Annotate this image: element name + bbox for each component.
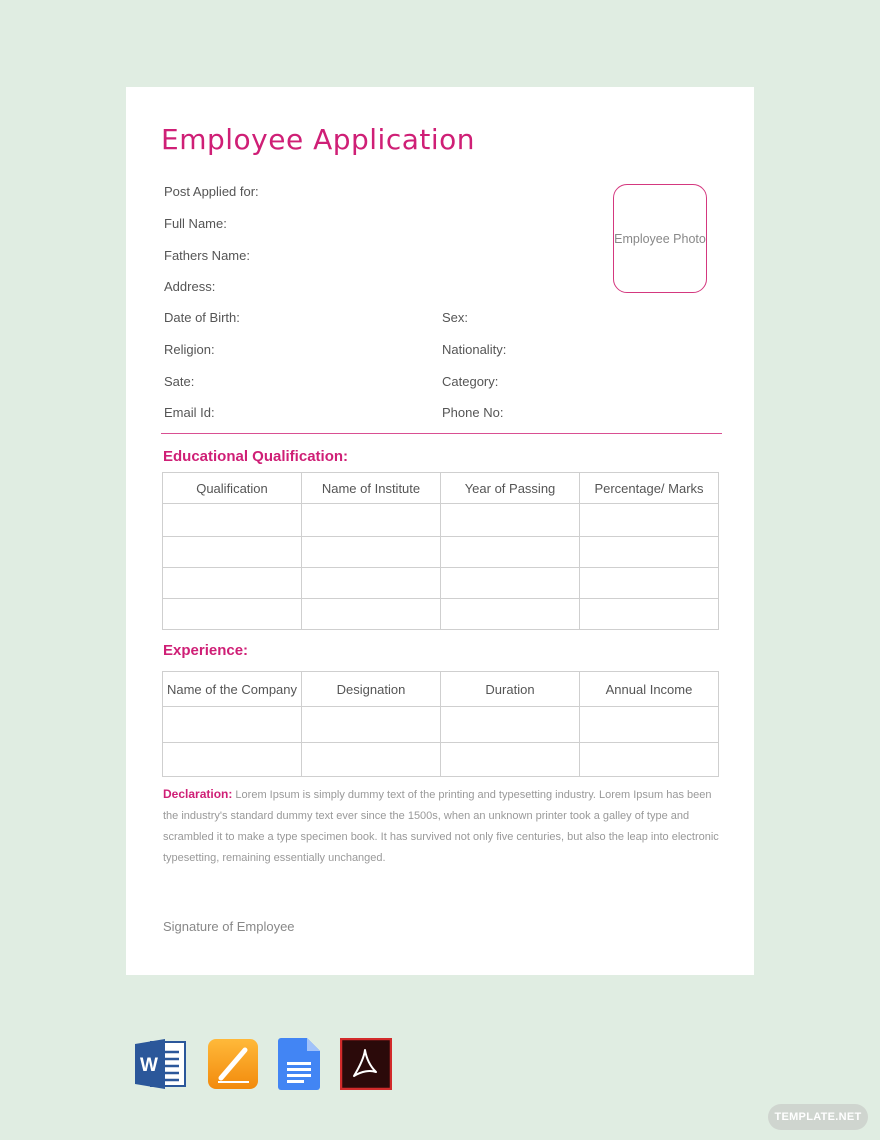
table-cell [441, 537, 580, 568]
education-header-cell: Qualification [163, 473, 302, 504]
experience-table [162, 671, 719, 777]
table-cell [580, 537, 719, 568]
table-cell [580, 504, 719, 537]
declaration-paragraph [163, 784, 719, 869]
declaration-label: Declaration: [163, 787, 233, 801]
table-cell [441, 504, 580, 537]
table-cell [302, 537, 441, 568]
table-cell [302, 599, 441, 630]
table-cell [163, 743, 302, 777]
google-docs-icon[interactable] [278, 1038, 320, 1090]
table-cell [302, 568, 441, 599]
pages-icon[interactable] [207, 1038, 259, 1090]
table-row [163, 743, 719, 777]
table-cell [163, 599, 302, 630]
field-fathers-name: Fathers Name: [164, 248, 250, 263]
field-post-applied: Post Applied for: [164, 184, 259, 199]
adobe-acrobat-icon[interactable] [340, 1038, 392, 1090]
education-header-cell: Percentage/ Marks [580, 473, 719, 504]
table-cell [302, 707, 441, 743]
field-category: Category: [442, 374, 499, 389]
table-cell [441, 599, 580, 630]
employee-photo-box [613, 184, 707, 293]
employee-photo-label: Employee Photo [614, 231, 706, 246]
svg-text:W: W [140, 1055, 158, 1076]
word-icon[interactable] [135, 1038, 187, 1090]
education-header-cell: Year of Passing [441, 473, 580, 504]
application-sheet [126, 87, 754, 975]
experience-header-cell: Duration [441, 672, 580, 707]
field-phone: Phone No: [442, 405, 504, 420]
table-row [163, 568, 719, 599]
table-cell [441, 568, 580, 599]
field-religion: Religion: [164, 342, 215, 357]
experience-section-title: Experience: [163, 642, 249, 659]
experience-header-cell: Name of the Company [163, 672, 302, 707]
experience-header-cell: Annual Income [580, 672, 719, 707]
field-email: Email Id: [164, 405, 215, 420]
education-table [162, 472, 719, 630]
table-row [163, 504, 719, 537]
table-row [163, 537, 719, 568]
education-header-cell: Name of Institute [302, 473, 441, 504]
table-cell [580, 743, 719, 777]
experience-header-row [163, 672, 719, 707]
education-header-row [163, 473, 719, 504]
table-cell [441, 743, 580, 777]
table-cell [163, 568, 302, 599]
table-cell [302, 504, 441, 537]
field-full-name: Full Name: [164, 216, 227, 231]
signature-label: Signature of Employee [163, 919, 295, 934]
field-dob: Date of Birth: [164, 310, 240, 325]
declaration-text: Lorem Ipsum is simply dummy text of the printing and typesetting industry. Lorem Ipsum has been the industry's standard dummy text ever since the 1500s, when an unknown printer took a galley of type and scrambled it to make a type specimen book. It has survived not only five centuries, but also the leap into electronic typesetting, remaining essentially unchanged. [163, 789, 719, 864]
table-row [163, 599, 719, 630]
table-cell [302, 743, 441, 777]
table-cell [580, 599, 719, 630]
section-divider [161, 433, 722, 434]
field-nationality: Nationality: [442, 342, 507, 357]
table-cell [441, 707, 580, 743]
page-title: Employee Application [161, 123, 476, 156]
table-cell [163, 504, 302, 537]
table-row [163, 707, 719, 743]
table-cell [163, 537, 302, 568]
table-cell [163, 707, 302, 743]
table-cell [580, 568, 719, 599]
field-address: Address: [164, 279, 216, 294]
field-state: Sate: [164, 374, 195, 389]
education-section-title: Educational Qualification: [163, 448, 349, 465]
field-sex: Sex: [442, 310, 469, 325]
template-net-watermark: TEMPLATE.NET [768, 1104, 868, 1130]
experience-header-cell: Designation [302, 672, 441, 707]
table-cell [580, 707, 719, 743]
